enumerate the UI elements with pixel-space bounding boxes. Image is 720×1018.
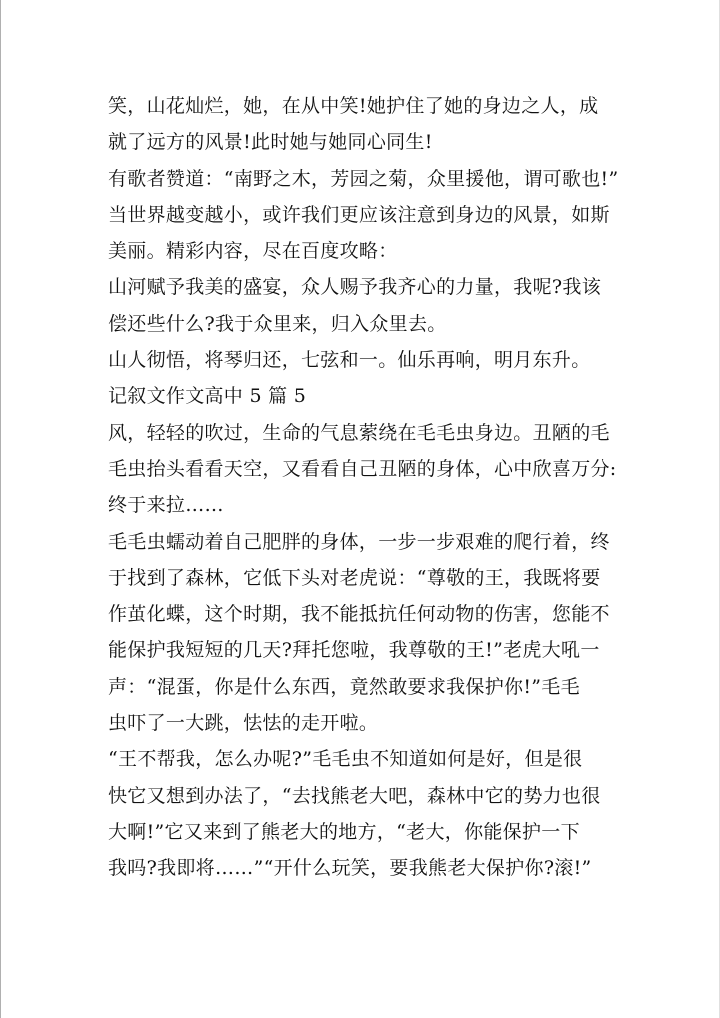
text-line: 毛虫抬头看看天空，又看看自己丑陋的身体，心中欣喜万分:: [108, 457, 617, 480]
text-line: 有歌者赞道：“南野之木，芳园之菊，众里援他，谓可歌也!”: [108, 167, 619, 190]
text-line: “王不帮我，怎么办呢?”毛毛虫不知道如何是好，但是很: [108, 748, 583, 771]
text-line: 当世界越变越小，或许我们更应该注意到身边的风景，如斯: [108, 203, 610, 226]
text-line: 能保护我短短的几天?拜托您啦，我尊敬的王!”老虎大吼一: [108, 639, 600, 662]
text-line: 美丽。精彩内容，尽在百度攻略：: [108, 240, 398, 263]
text-line: 虫吓了一大跳，怯怯的走开啦。: [108, 712, 379, 735]
text-line: 于找到了森林，它低下头对老虎说：“尊敬的王，我既将要: [108, 566, 601, 589]
text-line: 偿还些什么?我于众里来，归入众里去。: [108, 312, 447, 335]
text-line: 声：“混蛋，你是什么东西，竟然敢要求我保护你!”毛毛: [108, 675, 580, 698]
text-line: 风，轻轻的吹过，生命的气息萦绕在毛毛虫身边。丑陋的毛: [108, 421, 610, 444]
text-line: 山人彻悟，将琴归还，七弦和一。仙乐再响，明月东升。: [108, 349, 591, 372]
text-line: 快它又想到办法了，“去找熊老大吧，森林中它的势力也很: [108, 784, 601, 807]
text-line: 终于来拉……: [108, 494, 224, 517]
document-body: [108, 88, 618, 887]
text-line: 就了远方的风景!此时她与她同心同生!: [108, 131, 433, 154]
page-left-border: [0, 0, 1, 1018]
text-line: 大啊!”它又来到了熊老大的地方，“老大，你能保护一下: [108, 820, 580, 843]
text-line: 山河赋予我美的盛宴，众人赐予我齐心的力量，我呢?我该: [108, 276, 601, 299]
text-line: 笑，山花灿烂，她，在从中笑!她护住了她的身边之人，成: [108, 95, 599, 117]
text-line: 我吗?我即将……”“开什么玩笑，要我熊老大保护你?滚!”: [108, 857, 592, 880]
text-line: 作茧化蝶，这个时期，我不能抵抗任何动物的伤害，您能不: [108, 603, 610, 626]
section-heading: 记叙文作文高中 5 篇 5: [108, 385, 307, 408]
text-line: 毛毛虫蠕动着自己肥胖的身体，一步一步艰难的爬行着，终: [108, 530, 610, 553]
